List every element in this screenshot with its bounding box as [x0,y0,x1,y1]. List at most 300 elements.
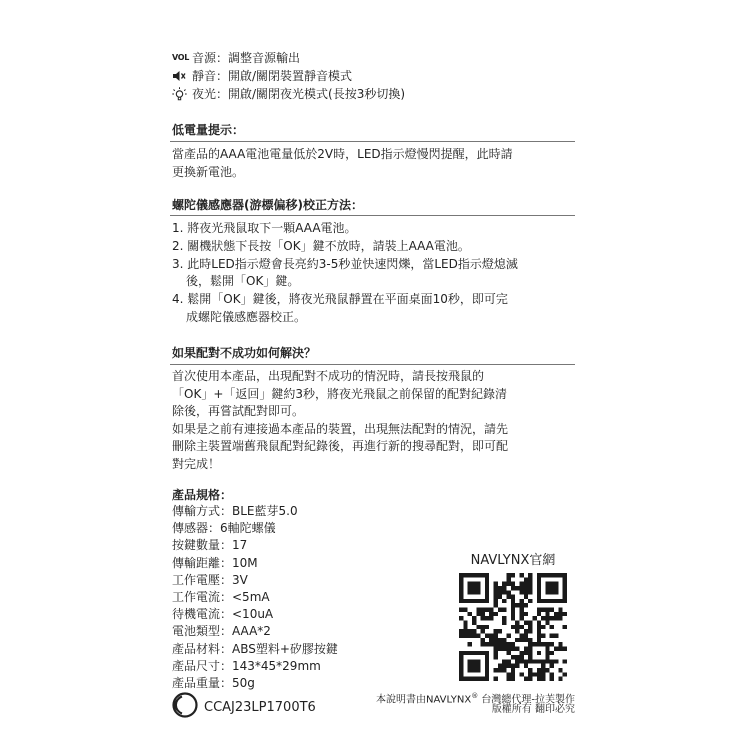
qr-module [515,646,519,650]
qr-module [563,573,567,577]
qr-module [528,590,532,594]
qr-module [545,612,549,616]
function-volume-label: 音源 [192,51,217,65]
spec-item: 產品重量：50g [172,676,255,691]
pairing-line: 「OK」+「返回」鍵約3秒，將夜光飛鼠之前保留的配對紀錄清 [172,386,508,401]
qr-module [558,616,562,620]
qr-module [476,612,480,616]
qr-module [537,638,541,642]
qr-module [507,633,511,637]
pairing-line: 對完成！ [172,456,221,471]
specs-list [172,503,338,692]
certification [170,692,316,722]
qr-module [511,595,515,599]
qr-module [537,595,541,599]
qr-module [468,582,472,586]
qr-module [511,646,515,650]
qr-module [507,672,511,676]
qr-module [537,612,541,616]
qr-module [519,608,523,612]
qr-module [519,616,523,620]
qr-module [489,642,493,646]
qr-module [550,586,554,590]
gyro-step: 後，鬆開「OK」鍵。 [186,274,300,288]
qr-module [532,642,536,646]
spec-item: 傳輸方式：BLE藍芽5.0 [172,504,298,518]
qr-module [550,677,554,681]
qr-module [558,668,562,672]
qr-module [545,599,549,603]
pairing-line: 除後，再嘗試配對即可。 [172,404,305,418]
qr-module [563,577,567,581]
qr-module [528,655,532,659]
qr-module [550,659,554,663]
pairing-heading: 如果配對不成功如何解決？ [172,346,317,360]
qr-module [502,608,506,612]
qr-module [545,621,549,625]
qr-module [541,608,545,612]
qr-module [537,599,541,603]
qr-module [524,629,528,633]
qr-code[interactable] [459,573,567,681]
qr-module [545,573,549,577]
qr-module [519,655,523,659]
qr-module [485,668,489,672]
qr-module [515,664,519,668]
pairing-line: 如果是之前有連接過本產品的裝置，出現無法配對的情況，請先 [172,421,509,436]
spec-item: 產品材料：ABS塑料+矽膠按鍵 [172,641,338,656]
qr-module [485,616,489,620]
qr-module [472,668,476,672]
spec-item: 工作電流：<5mA [172,590,270,605]
qr-module [537,621,541,625]
qr-module [528,659,532,663]
qr-module [554,590,558,594]
qr-module [502,638,506,642]
qr-module [476,582,480,586]
low-battery-line: 更換新電池。 [172,164,245,179]
qr-module [485,633,489,637]
gyro-step: 3. 此時LED指示燈會長亮約3-5秒並快速閃爍，當LED指示燈熄滅 [172,257,518,271]
gyro-step: 1. 將夜光飛鼠取下一顆AAA電池。 [172,221,357,235]
qr-module [519,573,523,577]
qr-module [511,603,515,607]
qr-module [537,582,541,586]
qr-module [459,616,463,620]
qr-module [459,586,463,590]
qr-module [468,599,472,603]
qr-module [472,582,476,586]
qr-module [494,646,498,650]
qr-module [502,599,506,603]
qr-module [485,573,489,577]
qr-module [532,672,536,676]
qr-module [494,651,498,655]
qr-module [502,668,506,672]
qr-module [481,638,485,642]
qr-module [472,590,476,594]
qr-module [459,633,463,637]
qr-module [463,629,467,633]
qr-module [563,646,567,650]
qr-module [494,590,498,594]
qr-module [481,629,485,633]
qr-module [524,590,528,594]
qr-module [519,659,523,663]
spec-item: 產品尺寸：143*45*29mm [172,658,321,673]
qr-module [537,633,541,637]
qr-module [528,599,532,603]
qr-module [476,668,480,672]
qr-module [489,608,493,612]
qr-module [515,655,519,659]
qr-module [545,642,549,646]
qr-module [537,672,541,676]
qr-module [476,625,480,629]
qr-module [481,612,485,616]
qr-module [468,642,472,646]
qr-module [468,659,472,663]
qr-module [511,608,515,612]
qr-module [563,586,567,590]
qr-module [545,616,549,620]
qr-module [472,629,476,633]
qr-module [558,608,562,612]
qr-module [494,595,498,599]
qr-module [481,642,485,646]
pairing-line: 刪除主裝置端舊飛鼠配對紀錄後，再進行新的搜尋配對，即可配 [172,439,509,453]
qr-module [524,577,528,581]
qr-module [550,664,554,668]
qr-module [472,599,476,603]
qr-module [494,655,498,659]
registered-mark: ® [471,692,479,700]
qr-module [550,642,554,646]
qr-module [524,595,528,599]
qr-module [541,573,545,577]
qr-module [507,573,511,577]
qr-module [463,633,467,637]
qr-module [519,599,523,603]
qr-module [481,651,485,655]
qr-module [528,625,532,629]
qr-module [494,599,498,603]
qr-module [476,590,480,594]
qr-module [511,672,515,676]
qr-module [511,582,515,586]
function-mute-label: 靜音 [192,69,217,83]
qr-module [537,608,541,612]
qr-module [485,672,489,676]
qr-module [537,590,541,594]
qr-module [515,621,519,625]
qr-module [541,659,545,663]
qr-module [511,655,515,659]
qr-module [554,582,558,586]
qr-module [507,577,511,581]
qr-module [515,625,519,629]
low-battery-text [172,146,574,181]
qr-module [468,629,472,633]
qr-module [554,659,558,663]
qr-module [524,582,528,586]
qr-module [485,625,489,629]
qr-module [545,586,549,590]
qr-module [498,590,502,594]
low-battery-divider [170,141,575,142]
qr-module [481,677,485,681]
qr-module [524,633,528,637]
qr-module [537,668,541,672]
qr-module [528,582,532,586]
qr-module [485,659,489,663]
qr-module [515,659,519,663]
qr-module [519,586,523,590]
qr-module [485,651,489,655]
qr-module [468,664,472,668]
qr-module [537,677,541,681]
qr-module [494,586,498,590]
qr-module [528,621,532,625]
gyro-heading: 螺陀儀感應器(游標偏移)校正方法： [172,198,363,212]
qr-module [494,603,498,607]
qr-module [511,668,515,672]
qr-module [537,625,541,629]
qr-module [502,659,506,663]
qr-module [550,651,554,655]
qr-module [541,664,545,668]
qr-module [511,612,515,616]
qr-module [545,655,549,659]
qr-module [524,651,528,655]
qr-module [459,599,463,603]
qr-module [489,612,493,616]
qr-module [502,616,506,620]
qr-module [519,612,523,616]
qr-module [524,677,528,681]
qr-module [476,573,480,577]
gyro-step: 2. 關機狀態下長按「OK」鍵不放時，請裝上AAA電池。 [172,239,470,253]
qr-module [511,599,515,603]
qr-module [541,633,545,637]
qr-module [494,612,498,616]
qr-module [476,633,480,637]
qr-module [528,642,532,646]
qr-module [485,577,489,581]
qr-module [476,651,480,655]
qr-module [563,612,567,616]
qr-module [502,646,506,650]
qr-module [541,599,545,603]
qr-module [558,599,562,603]
qr-module [537,629,541,633]
qr-module [541,668,545,672]
qr-module [459,672,463,676]
qr-module [511,586,515,590]
qr-module [550,672,554,676]
function-volume-desc: ：調整音源輸出 [216,51,301,65]
qr-module [519,582,523,586]
gyro-step: 4. 鬆開「OK」鍵後，將夜光飛鼠靜置在平面桌面10秒，即可完 [172,292,508,306]
low-battery-heading: 低電量提示： [172,123,245,137]
qr-module [528,638,532,642]
spec-item: 待機電流：<10uA [172,607,274,622]
qr-module [481,608,485,612]
qr-module [524,612,528,616]
qr-module [459,659,463,663]
qr-module [558,612,562,616]
qr-module [459,577,463,581]
qr-module [472,573,476,577]
qr-module [468,612,472,616]
qr-module [541,642,545,646]
qr-module [459,595,463,599]
qr-module [541,616,545,620]
spec-item: 工作電壓：3V [172,572,248,587]
qr-module [524,621,528,625]
qr-module [563,659,567,663]
qr-module [489,616,493,620]
qr-module [558,573,562,577]
qr-module [472,616,476,620]
qr-module [519,651,523,655]
qr-module [502,586,506,590]
function-nightlight-label: 夜光 [192,87,217,101]
qr-module [485,608,489,612]
qr-module [459,655,463,659]
qr-module [498,664,502,668]
qr-module [463,651,467,655]
qr-module [519,638,523,642]
qr-module [519,590,523,594]
qr-module [459,590,463,594]
qr-module [476,599,480,603]
qr-module [498,668,502,672]
spec-item: 傳感器：6軸陀螺儀 [172,521,276,536]
spec-item: 按鍵數量：17 [172,538,248,553]
qr-module [468,668,472,672]
qr-module [494,629,498,633]
qr-module [511,625,515,629]
qr-module [502,642,506,646]
qr-module [511,642,515,646]
qr-module [558,677,562,681]
qr-module [507,651,511,655]
qr-module [511,664,515,668]
qr-module [528,646,532,650]
qr-module [524,638,528,642]
function-nightlight-desc: ：開啟/關閉夜光模式(長按3秒切換) [216,87,406,101]
qr-module [507,590,511,594]
qr-module [537,642,541,646]
pairing-divider [170,364,575,365]
function-mute [172,67,352,85]
qr-module [545,608,549,612]
qr-module [554,599,558,603]
qr-module [511,616,515,620]
qr-module [498,646,502,650]
qr-module [494,638,498,642]
qr-module [545,668,549,672]
qr-module [528,672,532,676]
qr-module [468,573,472,577]
qr-module [507,664,511,668]
qr-module [485,642,489,646]
qr-module [558,642,562,646]
qr-module [472,621,476,625]
gyro-divider [170,215,575,216]
footer-copyright: 版權所有 翻印必究 [491,704,575,715]
qr-module [468,590,472,594]
qr-module [532,659,536,663]
qr-module [502,621,506,625]
function-mute-desc: ：開啟/關閉裝置靜音模式 [216,69,353,83]
qr-module [550,625,554,629]
qr-module [489,633,493,637]
qr-module [554,586,558,590]
qr-module [524,603,528,607]
qr-module [472,664,476,668]
qr-module [519,625,523,629]
spec-item: 電池類型：AAA*2 [172,624,271,639]
qr-module [519,672,523,676]
qr-module [537,577,541,581]
qr-module [550,633,554,637]
qr-module [463,608,467,612]
qr-module [511,677,515,681]
qr-module [459,629,463,633]
qr-module [494,582,498,586]
qr-module [489,638,493,642]
qr-module [502,590,506,594]
qr-module [519,633,523,637]
qr-module [545,651,549,655]
qr-module [502,664,506,668]
qr-module [498,595,502,599]
qr-module [481,573,485,577]
qr-module [550,599,554,603]
qr-module [507,595,511,599]
qr-module [554,633,558,637]
specs-heading: 產品規格： [172,488,233,502]
qr-module [537,586,541,590]
spec-item: 傳輸距離：10M [172,555,258,570]
qr-module [498,586,502,590]
qr-module [545,659,549,663]
qr-module [515,603,519,607]
qr-module [459,668,463,672]
qr-module [541,672,545,676]
qr-module [476,659,480,663]
certification-code: CCAJ23LP1700T6 [204,699,316,715]
qr-module [472,651,476,655]
qr-module [528,677,532,681]
qr-module [563,582,567,586]
qr-module [498,642,502,646]
qr-module [524,664,528,668]
qr-module [481,625,485,629]
qr-module [472,659,476,663]
qr-module [550,608,554,612]
qr-module [463,677,467,681]
qr-module [550,582,554,586]
qr-module [485,595,489,599]
light-icon [172,87,192,101]
footer-credit-suffix: 台灣總代理-拉芙製作 [478,694,575,706]
qr-module [550,590,554,594]
qr-module [507,659,511,663]
qr-module [511,573,515,577]
